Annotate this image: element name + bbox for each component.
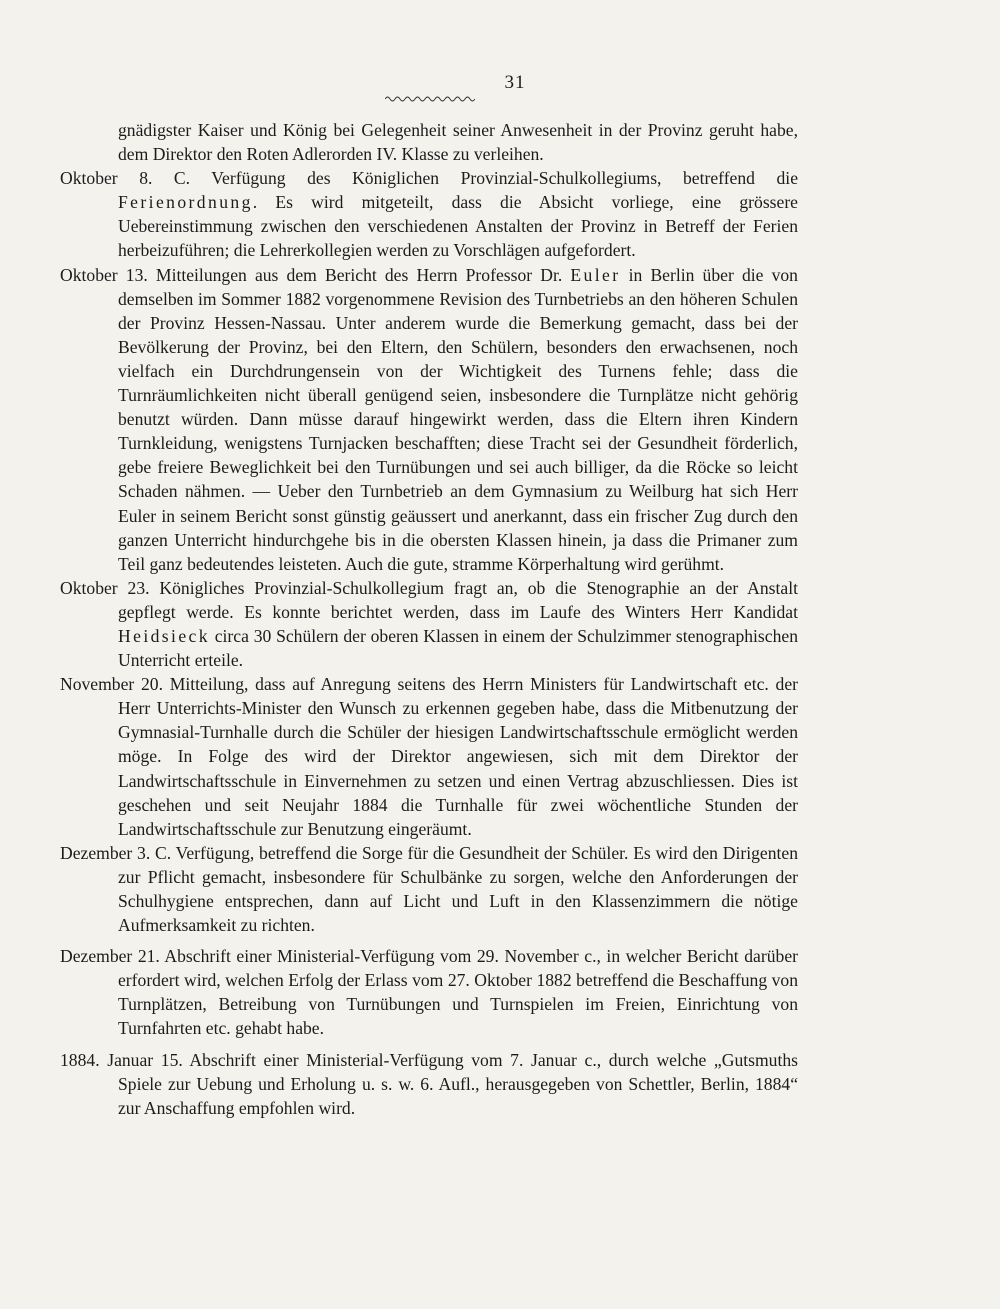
spaced-term: Ferienordnung (118, 192, 253, 213)
entry-text: circa 30 Schülern der oberen Klassen in einem der Schulzimmer stenographischen Unterricht erteile. (118, 625, 798, 671)
entry-text: gnädigster Kaiser und König bei Gelegenheit seiner Anwesenheit in der Provinz geruht habe, dem Direktor den Roten Adlerorden IV. Klasse zu verleihen. (118, 120, 798, 165)
body-text (60, 118, 798, 1120)
entry-oktober-8 (60, 166, 798, 262)
entry-text: Oktober 23. Königliches Provinzial-Schulkollegium fragt an, ob die Stenographie an der Anstalt gepflegt werde. Es konnte berichtet werden, dass im Laufe des Winters Herr Kandidat (60, 577, 798, 622)
entry-oktober-23 (60, 576, 798, 672)
entry-text: 1884. Januar 15. Abschrift einer Ministerial-Verfügung vom 7. Januar c., durch welche „Gutsmuths Spiele zur Uebung und Erholung u. s. w. 6. Aufl., herausgegeben von Schettler, Berlin, 1884“ zur Anschaffung empfohlen wird. (60, 1049, 798, 1118)
entry-text: Oktober 13. Mitteilungen aus dem Bericht des Herrn Professor Dr. (60, 264, 571, 285)
entry-text: . Es wird mitgeteilt, dass die Absicht vorliege, eine grössere Uebereinstimmung zwischen den verschiedenen Anstalten der Provinz in Betreff der Ferien herbeizuführen; die Lehrerkollegien werden zu Vorschlägen aufgefordert. (118, 192, 798, 261)
spaced-name: Euler (570, 264, 621, 285)
spaced-name: Heidsieck (118, 625, 210, 646)
entry-text: Dezember 3. C. Verfügung, betreffend die Sorge für die Gesundheit der Schüler. Es wird den Dirigenten zur Pflicht gemacht, insbesondere für Schulbänke zu sorgen, welche den Anforderungen der Schulhygiene entsprechen, dann auf Licht und Luft in den Klassenzimmern die nötige Aufmerksamkeit zu richten. (60, 842, 798, 936)
page-number: 31 (504, 72, 526, 93)
entry-januar-15-1884 (60, 1048, 798, 1120)
entry-text: Dezember 21. Abschrift einer Ministerial-Verfügung vom 29. November c., in welcher Bericht darüber erfordert wird, welchen Erfolg der Erlass vom 27. Oktober 1882 betreffend die Beschaffung von Turnplätzen, Betreibung von Turnübungen und Turnspielen im Freien, Einrichtung von Turnfahrten etc. gehabt habe. (60, 946, 798, 1039)
entry-november-20 (60, 672, 798, 841)
entry-text: Oktober 8. C. Verfügung des Königlichen Provinzial-Schulkollegiums, betreffend die (60, 168, 798, 189)
page-header (0, 72, 1000, 94)
wavy-rule-ornament (385, 95, 475, 103)
entry-text: November 20. Mitteilung, dass auf Anregung seitens des Herrn Ministers für Landwirtschaft etc. der Herr Unterrichts-Minister den Wunsch zu erkennen gegeben habe, dass die Mitbenutzung der Gymnasial-Turnhalle durch die Schüler der hiesigen Landwirtschaftsschule ermöglicht werden möge. In Folge des wird der Direktor angewiesen, sich mit dem Direktor der Landwirtschaftsschule in Einvernehmen zu setzen und einen Vertrag abzuschliessen. Dies ist geschehen und seit Neujahr 1884 die Turnhalle für zwei wöchentliche Stunden der Landwirtschaftsschule zur Benutzung eingeräumt. (60, 674, 798, 839)
entry-oktober-13 (60, 263, 798, 576)
entry-text: in Berlin über die von demselben im Sommer 1882 vorgenommene Revision des Turnbetriebs an den höheren Schulen der Provinz Hessen-Nassau. Unter anderem wurde die Bemerkung gemacht, dass bei der Bevölkerung der Provinz, bei den Eltern, den Schülern, besonders den erwachsenen, noch vielfach ein Durchdrungensein von der Wichtigkeit des Turnens fehle; dass die Turnräumlichkeiten nicht überall genügend seien, insbesondere die Turnplätze nicht gehörig benutzt würden. Dann müsse darauf hingewirkt werden, dass die Eltern ihren Kindern Turnkleidung, wenigstens Turnjacken beschafften; diese Tracht sei der Gesundheit förderlich, gebe freiere Beweglichkeit bei den Turnübungen und sei auch billiger, da die Röcke so leicht Schaden nähmen. — Ueber den Turnbetrieb an dem Gymnasium zu Weilburg hat sich Herr Euler in seinem Bericht sonst günstig geäussert und anerkannt, dass ein frischer Zug durch den ganzen Unterricht hindurchgehe bis in die obersten Klassen hinein, ja dass die Primaner zum Teil ganz bedeutendes leisteten. Auch die gute, stramme Körperhaltung wird gerühmt. (118, 264, 798, 574)
entry-dezember-21 (60, 944, 798, 1040)
entry-continuation (60, 118, 798, 166)
entry-dezember-3 (60, 841, 798, 937)
